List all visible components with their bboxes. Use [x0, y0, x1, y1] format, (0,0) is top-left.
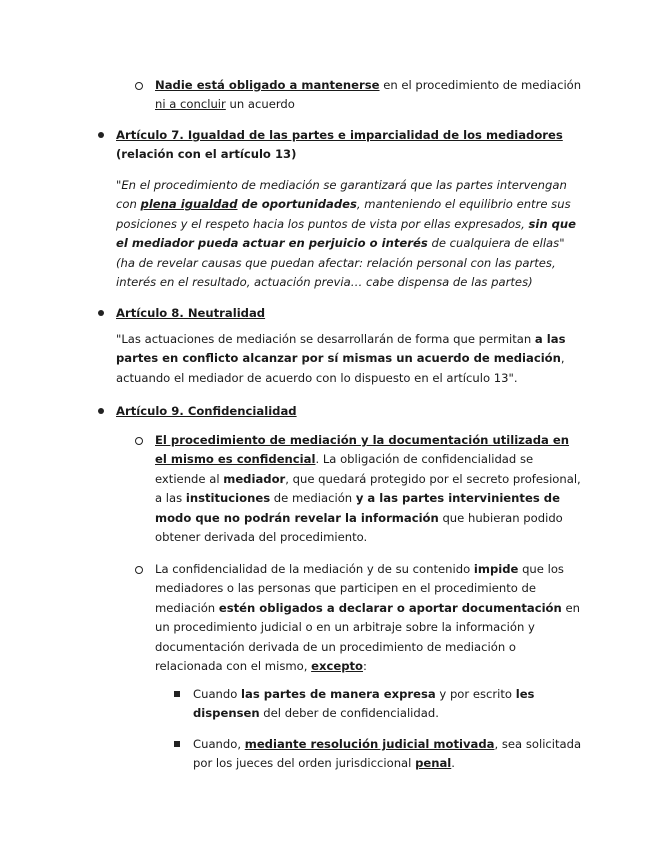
article-7-heading: [116, 126, 571, 165]
bullet-icon: [98, 132, 104, 138]
article-8-heading: Artículo 8. Neutralidad: [116, 306, 266, 320]
text-span: excepto: [311, 659, 364, 674]
text-span: mediador: [223, 471, 286, 486]
text-span: El procedimiento de mediación y la documentación utilizada en el mismo es confidencial: [155, 433, 570, 467]
text-span: les dispensen: [193, 687, 535, 721]
text-span: ni a concluir: [155, 97, 226, 112]
sub-bullet-icon: [135, 82, 143, 90]
text-span: impide: [473, 562, 519, 576]
text-span: y a las partes intervinientes de modo que no podrán revelar la información: [155, 491, 560, 525]
heading-text: (relación con el artículo 13): [116, 147, 297, 162]
text-span: , actuando el mediador de acuerdo con lo dispuesto en el artículo 13".: [116, 351, 565, 385]
text-span: Cuando,: [193, 737, 245, 751]
text-span: estén obligados a declarar o aportar documentación: [218, 600, 562, 615]
text-span: . La obligación de confidencialidad se extiende al: [155, 452, 534, 486]
text-span: que hubieran podido obtener derivada del procedimiento.: [155, 510, 563, 545]
text-span: Cuando: [193, 687, 242, 701]
article-8-quote: [116, 330, 566, 388]
heading-text: Artículo 7. Igualdad de las partes e imparcialidad de los mediadores: [116, 128, 563, 142]
text-span: La confidencialidad de la mediación y de su contenido: [155, 562, 474, 576]
text-span: , manteniendo el equilibrio entre sus posiciones y el respeto hacia los puntos de vista por ellas expresados,: [116, 197, 571, 231]
list-item: [155, 560, 580, 676]
text-span: instituciones: [185, 491, 271, 506]
text-span: y por escrito: [435, 687, 516, 701]
article-9-heading: Artículo 9. Confidencialidad: [116, 404, 297, 418]
text-span: de oportunidades: [237, 197, 357, 212]
text-span: que los mediadores o las personas que participen en el procedimiento de mediación: [155, 562, 564, 615]
text-span: Nadie está obligado a mantenerse: [155, 78, 380, 92]
square-bullet-icon: [174, 691, 180, 697]
text-span: a las partes en conflicto alcanzar por sí mismas un acuerdo de mediación: [116, 332, 566, 366]
text-span: en el procedimiento de mediación: [379, 78, 582, 92]
text-span: en un procedimiento judicial o en un arbitraje sobre la información y documentación derivada de un procedimiento de mediación o relacionada con el mismo,: [155, 600, 580, 674]
sub-bullet-icon: [135, 566, 143, 574]
square-bullet-icon: [174, 741, 180, 747]
text-span: un acuerdo: [225, 97, 295, 112]
list-item: [193, 735, 585, 774]
text-span: mediante resolución judicial motivada: [244, 737, 495, 751]
text-span: "En el procedimiento de mediación se garantizará que las partes intervengan con: [116, 178, 567, 212]
list-item: [193, 685, 583, 724]
bullet-icon: [98, 408, 104, 414]
text-span: , que quedará protegido por el secreto profesional, a las: [155, 471, 581, 506]
text-span: penal: [415, 756, 452, 771]
text-span: , sea solicitada por los jueces del orden jurisdiccional: [193, 737, 582, 771]
text-span: .: [451, 756, 455, 771]
text-span: las partes de manera expresa: [241, 687, 436, 701]
text-span: sin que el mediador pueda actuar en perjuicio o interés: [116, 216, 577, 251]
text-span: "Las actuaciones de mediación se desarrollarán de forma que permitan: [116, 332, 535, 346]
list-item: [155, 76, 585, 115]
text-span: de cualquiera de ellas" (ha de revelar causas que puedan afectar: relación personal con las partes, interés en el resultado, actuación previa… cabe dispensa de las partes): [116, 236, 565, 290]
text-span: de mediación: [270, 491, 356, 506]
sub-bullet-icon: [135, 437, 143, 445]
text-span: :: [363, 659, 367, 674]
list-item: [155, 431, 583, 547]
text-span: del deber de confidencialidad.: [259, 706, 439, 721]
text-span: plena igualdad: [140, 197, 238, 212]
article-7-quote: [116, 176, 578, 292]
bullet-icon: [98, 310, 104, 316]
